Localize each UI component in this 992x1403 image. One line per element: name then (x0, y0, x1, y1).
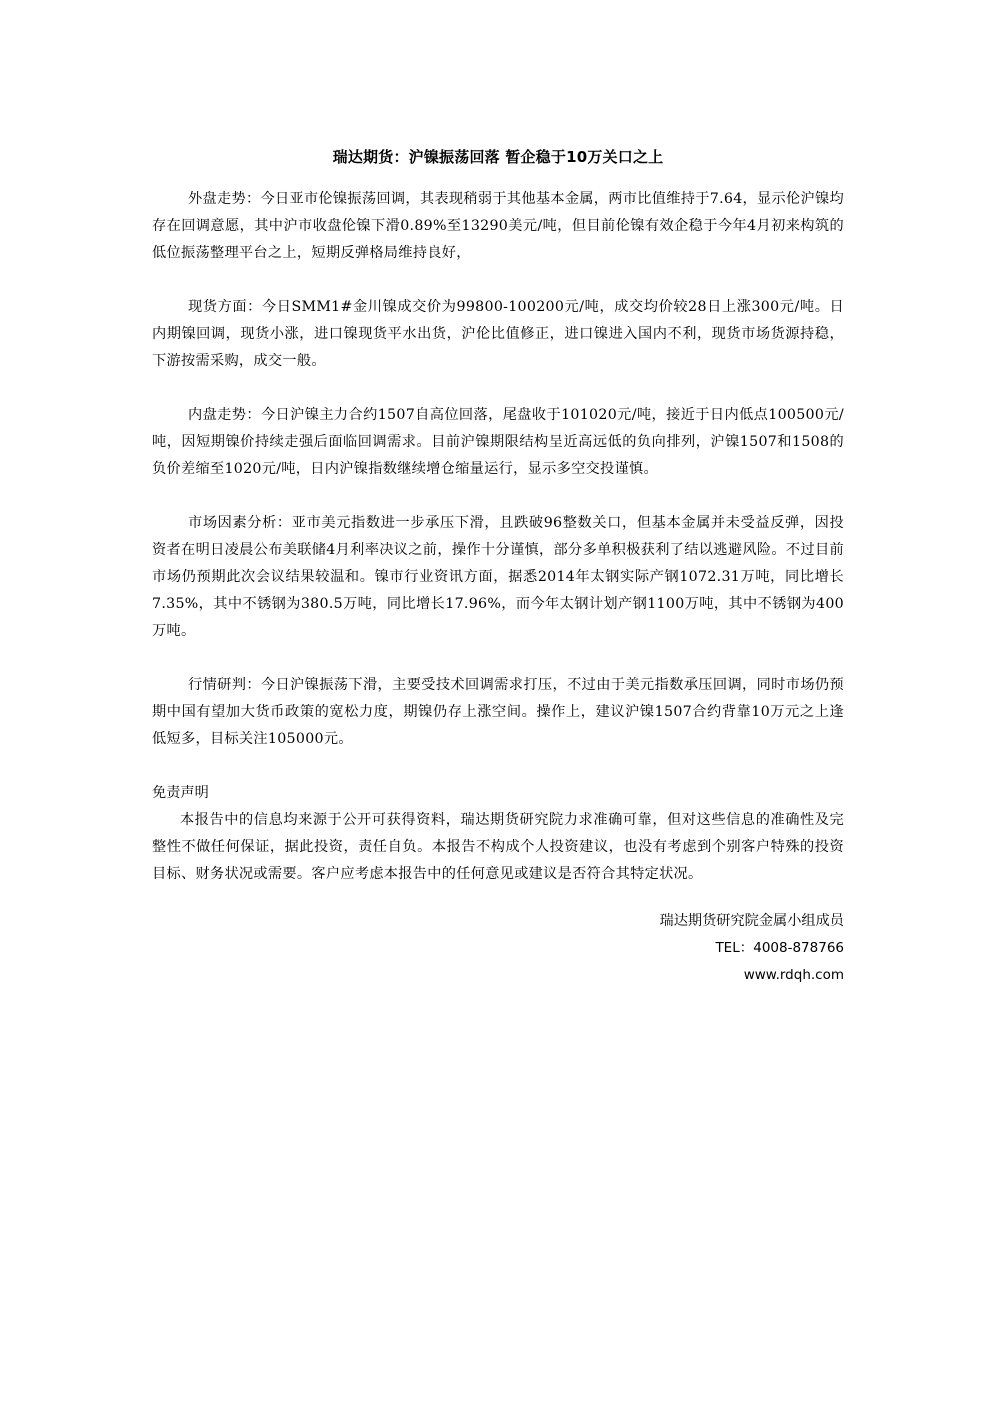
signature-website[interactable] (152, 962, 844, 989)
section-market-factors: 市场因素分析：亚市美元指数进一步承压下滑，且跌破96整数关口，但基本金属并未受益反弹，因投资者在明日凌晨公布美联储4月利率决议之前，操作十分谨慎，部分多单积极获利了结以逃避风险。不过目前市场仍预期此次会议结果较温和。镍市行业资讯方面，据悉2014年太钢实际产钢1072.31万吨，同比增长7.35%，其中不锈钢为380.5万吨，同比增长17.96%，而今年太钢计划产钢1100万吨，其中不锈钢为400万吨。 (152, 515, 844, 639)
report-title: 瑞达期货：沪镍振荡回落 暂企稳于10万关口之上 (332, 148, 664, 166)
section-outlook: 行情研判：今日沪镍振荡下滑，主要受技术回调需求打压，不过由于美元指数承压回调，同时市场仍预期中国有望加大货币政策的宽松力度，期镍仍存上涨空间。操作上，建议沪镍1507合约背靠10万元之上逢低短多，目标关注105000元。 (152, 677, 844, 747)
disclaimer-heading: 免责声明 (152, 785, 209, 801)
signature-tel (152, 935, 844, 962)
report-page (152, 146, 844, 989)
disclaimer-body: 本报告中的信息均来源于公开可获得资料，瑞达期货研究院力求准确可靠，但对这些信息的准确性及完整性不做任何保证，据此投资，责任自负。本报告不构成个人投资建议，也没有考虑到个别客户特殊的投资目标、财务状况或需要。客户应考虑本报告中的任何意见或建议是否符合其特定状况。 (152, 812, 844, 882)
signature-website-link[interactable]: www.rdqh.com (743, 967, 844, 983)
section-overseas-market: 外盘走势：今日亚市伦镍振荡回调，其表现稍弱于其他基本金属，两市比值维持于7.64，显示伦沪镍均存在回调意愿，其中沪市收盘伦镍下滑0.89%至13290美元/吨，但目前伦镍有效企稳于今年4月初来构筑的低位振荡整理平台之上，短期反弹格局维持良好， (152, 191, 844, 261)
section-spot-market: 现货方面：今日SMM1#金川镍成交价为99800-100200元/吨，成交均价较28日上涨300元/吨。日内期镍回调，现货小涨，进口镍现货平水出货，沪伦比值修正，进口镍进入国内不利，现货市场货源持稳，下游按需采购，成交一般。 (152, 299, 844, 369)
signature-team: 瑞达期货研究院金属小组成员 (659, 913, 844, 929)
signature-tel-text: TEL：4008-878766 (715, 940, 844, 956)
section-domestic-market: 内盘走势：今日沪镍主力合约1507自高位回落，尾盘收于101020元/吨，接近于日内低点100500元/吨，因短期镍价持续走强后面临回调需求。目前沪镍期限结构呈近高远低的负向排列，沪镍1507和1508的负价差缩至1020元/吨，日内沪镍指数继续增仓缩量运行，显示多空交投谨慎。 (152, 407, 844, 477)
